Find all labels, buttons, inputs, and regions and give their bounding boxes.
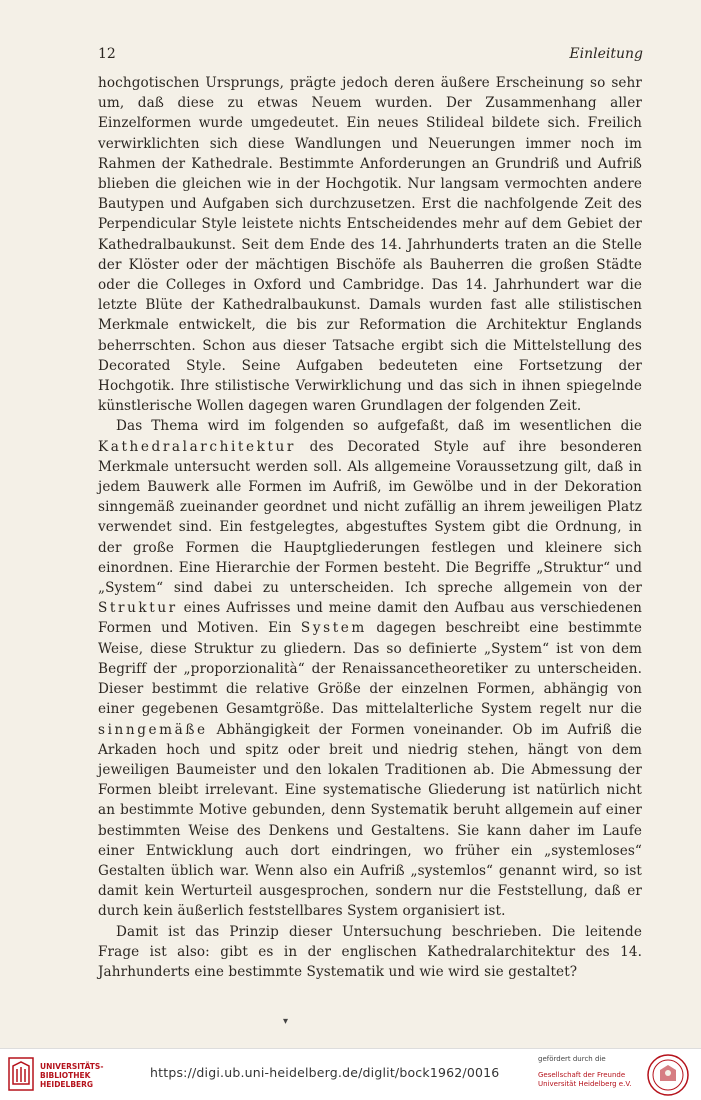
text-run: dagegen beschreibt eine bestimmte Weise, diese Struktur zu gliedern. Das so definierte „System“ ist von dem Begriff der „proporzionalità“ der Renaissancetheoretiker zu unterscheiden. Dieser bestimmt die relative Größe der einzelnen Formen, abhängig von einer gegebenen Gesamtgröße. Das mittelalterliche System regelt nur die [98, 620, 642, 718]
funded-by-label: gefördert durch die [538, 1055, 606, 1063]
spaced-term: Kathedralarchitektur [98, 438, 296, 455]
society-name [538, 1071, 631, 1089]
page-number: 12 [98, 46, 116, 62]
text-run: hochgotischen Ursprungs, prägte jedoch deren äußere Erscheinung so sehr um, daß diese zu etwas Neuem wurden. Der Zusammenhang aller Einzelformen wurde umgedeutet. Ein neues Stilideal bildete sich. Freilich verwirklichten sich diese Wandlungen und Neuerungen immer noch im Rahmen der Kathedrale. Bestimmte Anforderungen an Grundriß und Aufriß blieben die gleichen wie in der Hochgotik. Nur langsam vermochten andere Bautypen und Aufgaben sich durchzusetzen. Erst die nachfolgende Zeit des Perpendicular Style leistete nichts Entscheidendes mehr auf dem Gebiet der Kathedralbaukunst. Seit dem Ende des 14. Jahrhunderts traten an die Stelle der Klöster oder der mächtigen Bischöfe als Bauherren die großen Städte oder die Colleges in Oxford und Cambridge. Das 14. Jahrhundert war die letzte Blüte der Kathedralbaukunst. Damals wurden fast alle stilistischen Merkmale entwickelt, die bis zur Reformation die Architektur Englands beherrschten. Schon aus dieser Tatsache ergibt sich die Mittelstellung des Decorated Style. Seine Aufgaben bedeuteten eine Fortsetzung der Hochgotik. Ihre stilistische Verwirklichung und das sich in ihnen spiegelnde künstlerische Wollen dagegen waren Grundlagen der folgenden Zeit. [98, 75, 642, 415]
page-mark: ▾ [283, 1016, 289, 1027]
running-head: Einleitung [569, 46, 643, 62]
library-line: HEIDELBERG [40, 1080, 94, 1089]
paragraph-2 [98, 416, 642, 921]
paragraph-3 [98, 922, 642, 983]
text-run: Abhängigkeit der Formen voneinander. Ob im Aufriß die Arkaden hoch und spitz oder breit und niedrig stehen, hängt von dem jeweiligen Baumeister und den lokalen Traditionen ab. Die Abmessung der Formen bleibt irrelevant. Eine systematische Gliederung ist natürlich nicht an bestimmte Motive gebunden, denn Systematik beruht allgemein auf einer bestimmten Weise des Denkens und Gestaltens. Sie kann daher im Laufe einer Entwicklung auch dort eindringen, wo früher ein „systemloses“ Gestalten üblich war. Wenn also ein Aufriß „systemlos“ genannt wird, so ist damit kein Werturteil ausgesprochen, sondern nur die Feststellung, daß er durch kein äußerlich feststellbares System organisiert ist. [98, 721, 642, 920]
body-text [98, 73, 642, 982]
library-name[interactable] [40, 1062, 103, 1089]
sponsor-credit[interactable] [538, 1055, 631, 1089]
text-run: Das Thema wird im folgenden so aufgefaßt, daß im wesentlichen die [116, 418, 642, 435]
paragraph-1 [98, 73, 642, 416]
text-run: eines Aufrisses und meine damit den Aufbau aus verschiedenen Formen und Motiven. Ein [98, 600, 642, 637]
university-seal-icon[interactable] [646, 1053, 690, 1097]
society-line: Gesellschaft der Freunde [538, 1071, 626, 1079]
page-header [98, 46, 643, 66]
footer-bar [0, 1048, 701, 1100]
library-line: BIBLIOTHEK [40, 1071, 91, 1080]
text-run: des Decorated Style auf ihre besonderen Merkmale untersucht werden soll. Als allgemeine Voraussetzung gilt, daß in jedem Bauwerk alle Formen im Aufriß, im Gewölbe und in der Dekoration sinngemäß zueinander geordnet und nicht zufällig an ihrem jeweiligen Platz verwendet sind. Ein festgelegtes, abgestuftes System gibt die Ordnung, in der große Formen die Hauptgliederungen festlegen und kleinere sich einordnen. Eine Hierarchie der Formen besteht. Die Begriffe „Struktur“ und „System“ sind dabei zu unterscheiden. Ich spreche allgemein von der [98, 438, 642, 597]
university-library-logo-icon[interactable] [8, 1057, 34, 1091]
text-run: Damit ist das Prinzip dieser Untersuchung beschrieben. Die leitende Frage ist also: gibt es in der englischen Kathedralarchitektur des 14. Jahrhunderts eine bestimmte Systematik und wie wird sie gestaltet? [98, 923, 642, 980]
spaced-term: sinngemäße [98, 721, 208, 738]
spaced-term: Struktur [98, 600, 178, 617]
society-line: Universität Heidelberg e.V. [538, 1080, 632, 1088]
permalink-url[interactable]: https://digi.ub.uni-heidelberg.de/diglit/bock1962/0016 [150, 1065, 500, 1080]
library-line: UNIVERSITÄTS- [40, 1062, 104, 1071]
spaced-term: System [300, 620, 367, 637]
